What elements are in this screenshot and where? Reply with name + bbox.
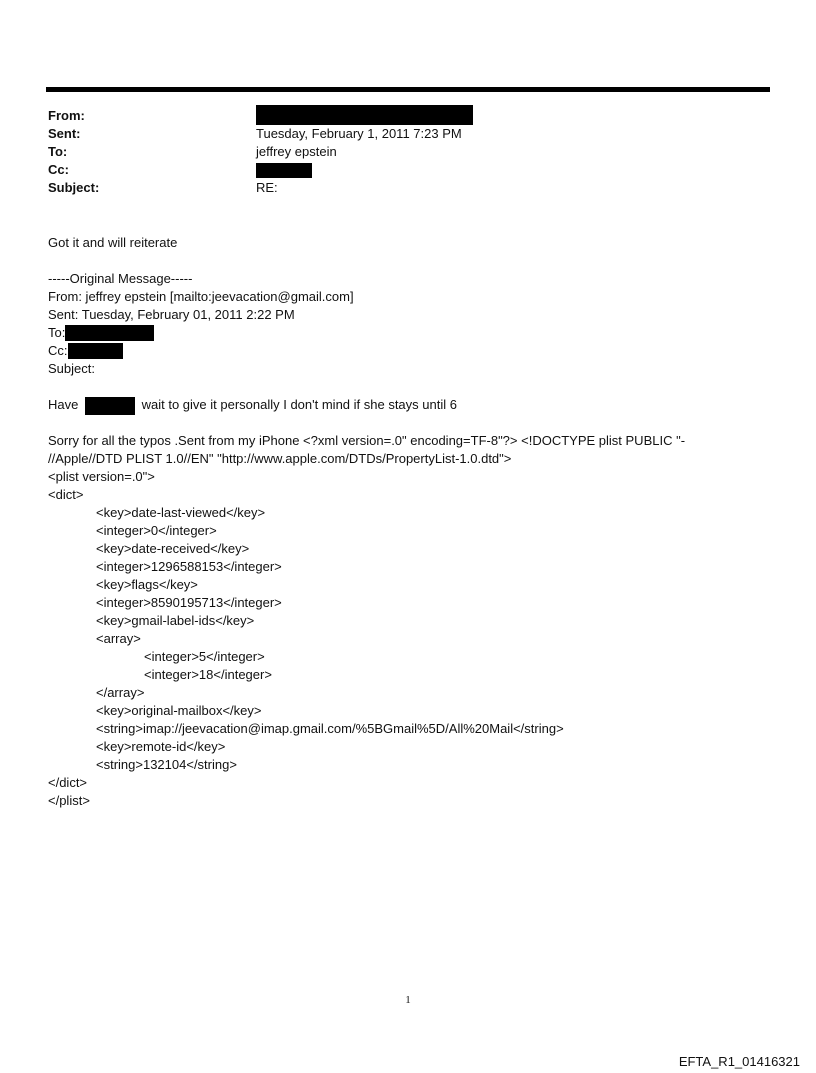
original-cc-label: Cc: xyxy=(48,343,68,358)
xml-line: <integer>0</integer> xyxy=(96,523,217,538)
original-cc xyxy=(48,342,768,360)
to-label: To: xyxy=(48,144,68,159)
redaction-box xyxy=(65,325,154,341)
from-label: From: xyxy=(48,108,85,123)
original-to xyxy=(48,324,768,342)
xml-array-item: <integer>18</integer> xyxy=(144,667,272,682)
xml-line: <array> xyxy=(96,631,141,646)
redaction-box xyxy=(256,105,473,125)
original-from: From: jeffrey epstein [mailto:jeevacation@gmail.com] xyxy=(48,289,354,304)
have-suffix: wait to give it personally I don't mind if she stays until 6 xyxy=(141,397,457,412)
xml-line: <key>original-mailbox</key> xyxy=(96,703,262,718)
xml-line: <key>remote-id</key> xyxy=(96,739,226,754)
sorry-line-1: Sorry for all the typos .Sent from my iPhone <?xml version=.0" encoding=TF-8"?> <!DOCTYPE plist PUBLIC "- xyxy=(48,433,686,448)
cc-label: Cc: xyxy=(48,162,69,177)
have-line xyxy=(48,396,768,414)
xml-line: </array> xyxy=(96,685,145,700)
xml-line: <integer>8590195713</integer> xyxy=(96,595,282,610)
have-prefix: Have xyxy=(48,397,79,412)
xml-line: <integer>1296588153</integer> xyxy=(96,559,282,574)
page-number: 1 xyxy=(405,994,411,1006)
dict-open: <dict> xyxy=(48,487,84,502)
xml-line: <key>date-last-viewed</key> xyxy=(96,505,266,520)
redaction-box xyxy=(85,397,135,415)
redaction-box xyxy=(68,343,123,359)
reply-text: Got it and will reiterate xyxy=(48,235,178,250)
xml-line: <key>flags</key> xyxy=(96,577,198,592)
xml-line: <string>imap://jeevacation@imap.gmail.com/%5BGmail%5D/All%20Mail</string> xyxy=(96,721,564,736)
redaction-box xyxy=(256,163,312,178)
sorry-line-2: //Apple//DTD PLIST 1.0//EN" "http://www.apple.com/DTDs/PropertyList-1.0.dtd"> xyxy=(48,451,512,466)
document-id: EFTA_R1_01416321 xyxy=(678,1054,800,1069)
to-value: jeffrey epstein xyxy=(256,144,337,159)
xml-line: <string>132104</string> xyxy=(96,757,237,772)
from-value xyxy=(256,107,473,125)
xml-array-item: <integer>5</integer> xyxy=(144,649,265,664)
plist-open: <plist version=.0"> xyxy=(48,469,155,484)
sent-label: Sent: xyxy=(48,126,81,141)
subject-value: RE: xyxy=(256,180,278,195)
dict-close: </dict> xyxy=(48,775,88,790)
original-to-label: To: xyxy=(48,325,66,340)
xml-line: <key>date-received</key> xyxy=(96,541,250,556)
header-rule xyxy=(46,87,770,92)
sent-value: Tuesday, February 1, 2011 7:23 PM xyxy=(256,126,462,141)
cc-value xyxy=(256,161,312,179)
original-message-marker: -----Original Message----- xyxy=(48,271,193,286)
email-body xyxy=(48,234,768,810)
xml-line: <key>gmail-label-ids</key> xyxy=(96,613,255,628)
subject-label: Subject: xyxy=(48,180,100,195)
plist-close: </plist> xyxy=(48,793,90,808)
original-sent: Sent: Tuesday, February 01, 2011 2:22 PM xyxy=(48,307,295,322)
original-subject: Subject: xyxy=(48,361,95,376)
